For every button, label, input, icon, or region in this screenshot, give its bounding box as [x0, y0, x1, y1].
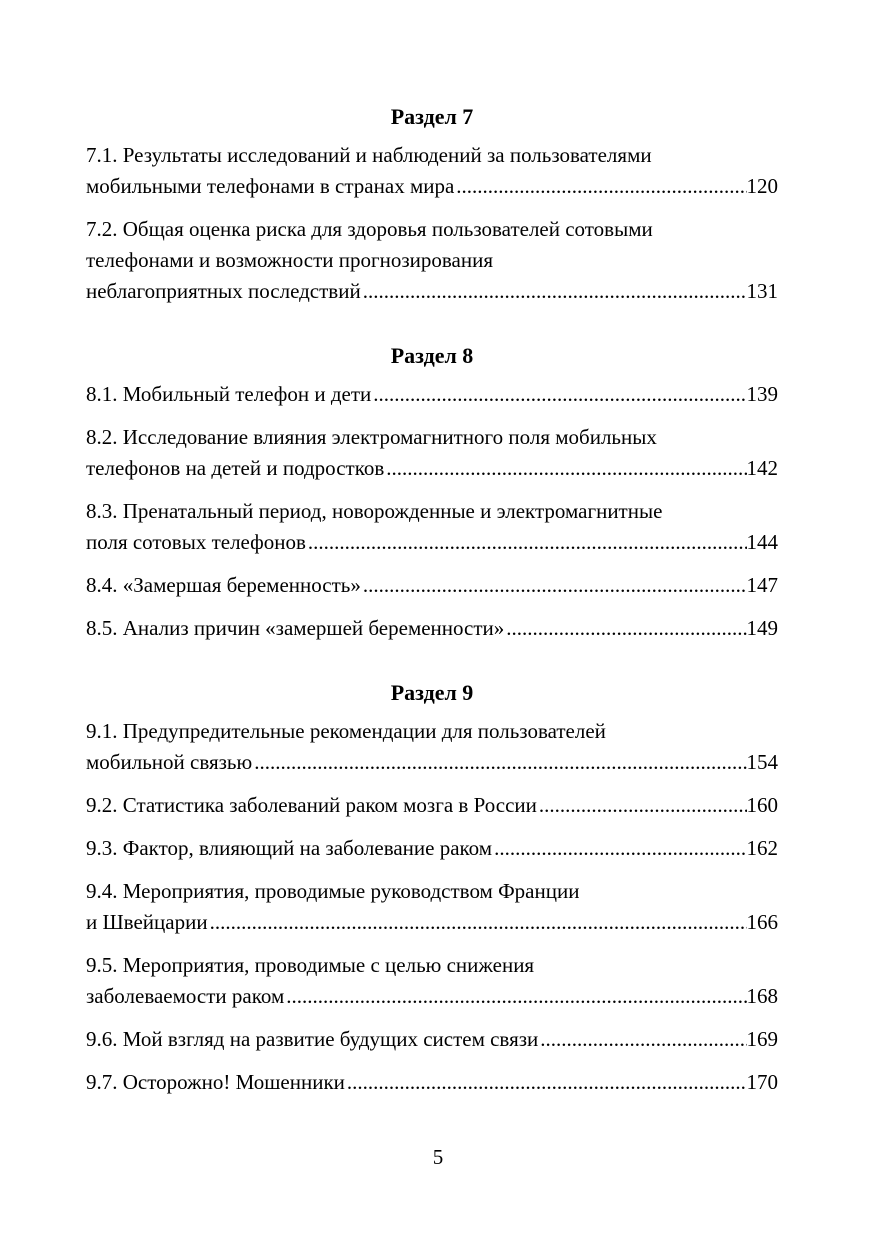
toc-entry-text: неблагоприятных последствий: [86, 279, 361, 303]
dot-leader: [506, 613, 746, 644]
toc-entry: [86, 214, 778, 307]
toc-entry-last-line: [86, 613, 778, 644]
toc-entry-last-line: [86, 1067, 778, 1098]
toc-page-number: 142: [746, 456, 778, 480]
toc-page-number: 154: [746, 750, 778, 774]
toc-entry-text: 9.6. Мой взгляд на развитие будущих систем связи: [86, 1027, 539, 1051]
toc-entry: [86, 716, 778, 778]
toc-entry-last-line: [86, 171, 778, 202]
toc-page-number: 139: [746, 382, 778, 406]
toc-entry-text: телефонов на детей и подростков: [86, 456, 385, 480]
toc-entry: [86, 496, 778, 558]
toc-entry: [86, 422, 778, 484]
toc-entry-last-line: [86, 833, 778, 864]
dot-leader: [363, 276, 747, 307]
dot-leader: [347, 1067, 747, 1098]
dot-leader: [539, 790, 747, 821]
toc-entry: [86, 1067, 778, 1098]
toc-entry-text: 8.3. Пренатальный период, новорожденные и электромагнитные: [86, 499, 663, 523]
toc-entry-text: 9.5. Мероприятия, проводимые с целью снижения: [86, 953, 535, 977]
toc-entry-last-line: [86, 981, 778, 1012]
page-number: 5: [432, 1145, 444, 1169]
toc-entry-text: 8.5. Анализ причин «замершей беременности»: [86, 616, 505, 640]
toc-page-number: 168: [746, 984, 778, 1008]
toc-entry: [86, 613, 778, 644]
toc-page-number: 147: [746, 573, 778, 597]
toc-entry: [86, 876, 778, 938]
toc-entry-text: 9.3. Фактор, влияющий на заболевание раком: [86, 836, 493, 860]
dot-leader: [540, 1024, 746, 1055]
toc-page-number: 149: [746, 616, 778, 640]
toc-entry-text: 9.1. Предупредительные рекомендации для пользователей: [86, 719, 606, 743]
toc-entry-text: и Швейцарии: [86, 910, 208, 934]
table-of-contents: [86, 102, 778, 1132]
toc-section: [86, 341, 778, 644]
toc-entry-last-line: [86, 790, 778, 821]
toc-entry-text: заболеваемости раком: [86, 984, 285, 1008]
toc-page-number: 144: [746, 530, 778, 554]
toc-entry-text: 9.4. Мероприятия, проводимые руководством Франции: [86, 879, 580, 903]
dot-leader: [363, 570, 747, 601]
section-title: Раздел 9: [390, 680, 474, 705]
toc-page-number: 120: [746, 174, 778, 198]
toc-entry-last-line: [86, 1024, 778, 1055]
toc-entry: [86, 570, 778, 601]
toc-page-number: 170: [746, 1070, 778, 1094]
toc-page-number: 131: [746, 279, 778, 303]
toc-entry-text: мобильной связью: [86, 750, 253, 774]
dot-leader: [386, 453, 746, 484]
dot-leader: [456, 171, 746, 202]
toc-entry-last-line: [86, 379, 778, 410]
toc-entry-text: 7.1. Результаты исследований и наблюдений за пользователями: [86, 143, 652, 167]
section-title: Раздел 7: [390, 104, 474, 129]
toc-section: [86, 678, 778, 1098]
toc-entry-text: 8.2. Исследование влияния электромагнитного поля мобильных: [86, 425, 657, 449]
toc-entry-last-line: [86, 747, 778, 778]
section-title: Раздел 8: [390, 343, 474, 368]
toc-entry-text: 7.2. Общая оценка риска для здоровья пользователей сотовыми: [86, 217, 653, 241]
toc-entry-text: 9.7. Осторожно! Мошенники: [86, 1070, 345, 1094]
toc-section: [86, 102, 778, 307]
dot-leader: [373, 379, 746, 410]
dot-leader: [254, 747, 746, 778]
toc-entry: [86, 950, 778, 1012]
toc-entry-text: 8.4. «Замершая беременность»: [86, 573, 361, 597]
toc-entry-last-line: [86, 276, 778, 307]
toc-entry-text: поля сотовых телефонов: [86, 530, 306, 554]
dot-leader: [286, 981, 746, 1012]
toc-entry-text: мобильными телефонами в странах мира: [86, 174, 455, 198]
toc-entry-text: 8.1. Мобильный телефон и дети: [86, 382, 372, 406]
toc-entry-last-line: [86, 527, 778, 558]
dot-leader: [494, 833, 746, 864]
toc-entry-last-line: [86, 570, 778, 601]
toc-entry: [86, 379, 778, 410]
toc-entry-last-line: [86, 453, 778, 484]
dot-leader: [308, 527, 747, 558]
dot-leader: [210, 907, 747, 938]
toc-page-number: 160: [746, 793, 778, 817]
toc-entry: [86, 1024, 778, 1055]
toc-entry-last-line: [86, 907, 778, 938]
toc-entry: [86, 790, 778, 821]
toc-entry-text: телефонами и возможности прогнозирования: [86, 248, 493, 272]
toc-page-number: 166: [746, 910, 778, 934]
toc-entry-text: 9.2. Статистика заболеваний раком мозга в России: [86, 793, 537, 817]
toc-page-number: 162: [746, 836, 778, 860]
toc-page-number: 169: [746, 1027, 778, 1051]
toc-entry: [86, 140, 778, 202]
toc-entry: [86, 833, 778, 864]
